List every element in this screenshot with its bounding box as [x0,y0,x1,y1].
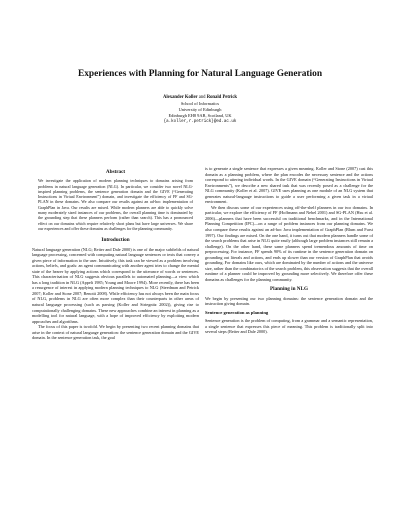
paper-title: Experiences with Planning for Natural Language Generation [77,69,323,79]
affiliation-address: Edinburgh EH8 9AB, Scotland, UK [168,113,232,119]
author-conjunction: and [198,95,206,100]
left-column [32,169,199,341]
author-koller: Alexander Koller [162,95,198,100]
introduction-heading: Introduction [101,237,130,244]
intro-paragraph-2: The focus of this paper is twofold. We begin by presenting two recent planning domains that arise in the context of natural language generation: the sentence generation domain and the GIVE domain. In the sentence generation task, the goal [32,324,199,341]
sentence-generation-subheading: Sentence generation as planning [205,310,269,316]
author-petrick: Ronald Petrick [206,95,238,100]
planning-paragraph-1: We begin by presenting our two planning domains: the sentence generation domain and the instruction giving domain. [205,295,373,307]
intro-paragraph-4: We then discuss some of our experiences using off-the-shelf planners in our two domains. In particular, we explore the efficiency of FF (Hoffmann and Nebel 2001) and SG-PLAN (Hsu et al. 2006)—planners that have been successful on traditional benchmarks, and in the International Planning Competition (IPC)—on a range of problem instances from our planning domains. We also compare these results against an ad-hoc Java implementation of GraphPlan (Blum and Furst 1997). Our findings are mixed. On the one hand, it turns out that modern planners handle some of the search problems that arise in NLG quite easily (although large problem instances still remain a challenge). On the other hand, these same planners spend tremendous amounts of time on preprocessing. For instance, FF spends 90% of its runtime in the sentence generation domain on grounding out literals and actions, and ends up slower than our version of GraphPlan that avoids grounding. For domains like ours, which are dominated by the number of actions and the universe size, rather than the combinatorics of the search problem, this observation suggests that the overall runtime of a planner could be improved by grounding more selectively. We therefore offer these domains as challenges for the planning community. [205,204,373,282]
abstract-heading: Abstract [105,169,126,175]
author-block [0,95,400,125]
right-column [205,166,373,335]
planning-paragraph-2: Sentence generation is the problem of computing, from a grammar and a semantic representation, a single sentence that expresses this piece of meaning. This problem is traditionally split into several steps (Reiter and Dale 2000). [205,318,373,335]
abstract-text: We investigate the application of modern planning techniques to domains arising from problems in natural language generation (NLG). In particular, we consider two novel NLG-inspired planning problems, the sentence generation domain and the GIVE (“Generating Instructions in Virtual Environment”) domain, and investigate the efficiency of FF and SG-PLAN in these domains. We also compare our results against an ad-hoc implementation of GraphPlan in Java. Our results are mixed. While modern planners are able to quickly solve many moderately sized instances of our problems, the overall planning time is dominated by the grounding step that these planners perform (rather than search). This has a pronounced effect on our domains which require relatively short plans but have large universes. We share our experiences and offer these domains as challenges for the planning community. [38,178,193,231]
affiliation-school: School of Informatics [180,101,220,107]
abstract-body [32,178,199,231]
author-email: {a.koller,r.petrick}@ed.ac.uk [163,120,237,125]
affiliation-university: University of Edinburgh [178,107,222,113]
planning-in-nlg-heading: Planning in NLG [269,286,309,293]
intro-paragraph-3: is to generate a single sentence that expresses a given meaning. Koller and Stone (2007) cast this domain as a planning problem, where the plan encodes the necessary sentence and the actions correspond to uttering individual words. In the GIVE domain (“Generating Instructions in Virtual Environments”), we describe a new shared task that was recently posed as a challenge for the NLG community (Koller et al. 2007). GIVE uses planning as one module of an NLG system that generates natural-language instructions to guide a user performing a given task in a virtual environment. [205,166,373,205]
intro-paragraph-1: Natural language generation (NLG; Reiter and Dale 2000) is one of the major subfields of natural language processing, concerned with computing natural language sentences or texts that convey a given piece of information to the user. Intuitively, this task can be viewed as a problem involving actions, beliefs, and goals: an agent communicating with another agent tries to change the mental state of the hearer by applying actions which correspond to the utterance of words or sentences. This characterisation of NLG suggests obvious parallels to automated planning—a view which has a long tradition in NLG (Appelt 1985; Young and Moore 1994). More recently, there has been a resurgence of interest in applying modern planning techniques to NLG (Steedman and Petrick 2007; Koller and Stone 2007; Benotti 2008). While efficiency has not always been the main focus of NLG, problems in NLG are often more complex than their counterparts in other areas of natural language processing (such as parsing (Koller and Striegnitz 2002)), giving rise to computationally challenging domains. These new approaches combine an interest in planning as a modelling tool for natural language, with a hope of improved efficiency by exploiting modern approaches and algorithms. [32,246,199,324]
